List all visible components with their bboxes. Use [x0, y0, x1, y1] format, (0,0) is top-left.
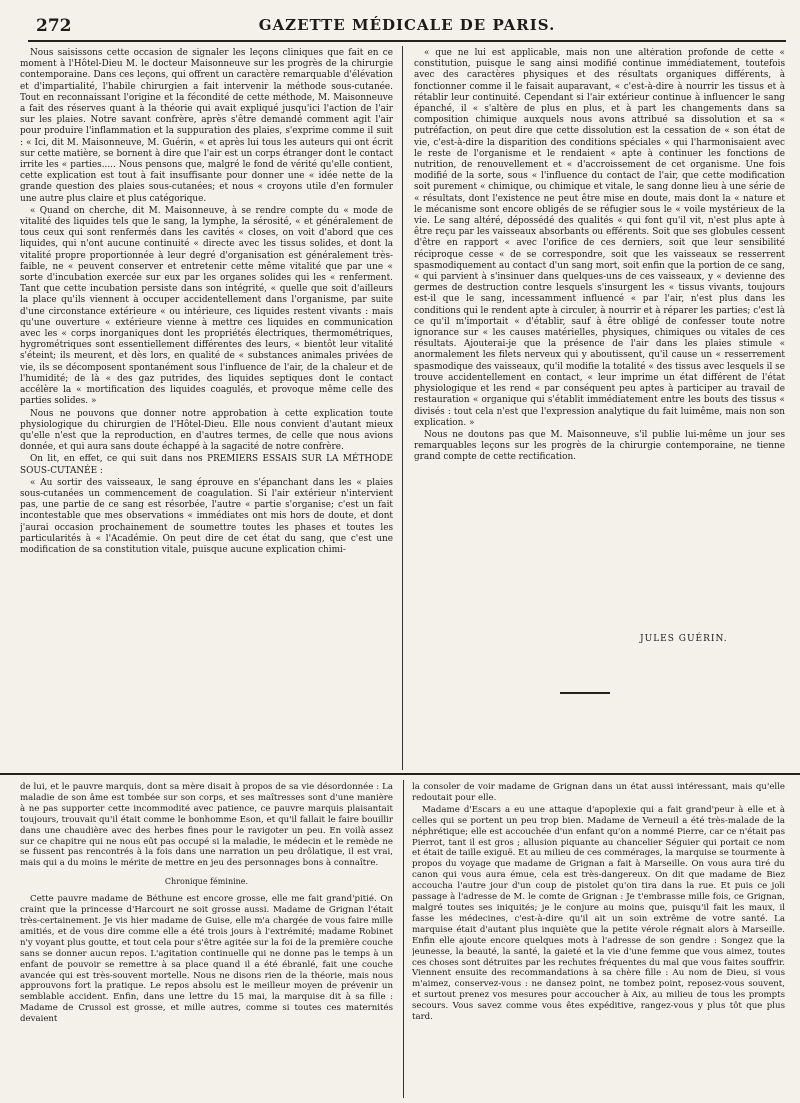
article-column-left — [20, 48, 393, 766]
journal-title: GAZETTE MÉDICALE DE PARIS. — [258, 16, 556, 34]
article-paragraph: « Au sortir des vaisseaux, le sang éprouve en s'épanchant dans les « plaies sous-cutanées un commencement de coagulation. Si l'air extérieur n'intervient pas, une partie de ce sang est résorbée, l'autre « partie s'organise; c'est un fait incontestable que mes observations « immédiates ont mis hors de doute, et dont j'aurai occasion prochainement de soumettre toutes les phases et toutes les particularités à « l'Académie. On peut dire de cet état du sang, que c'est une modification de sa constitution vitale, puisque aucune explication chimi- — [20, 477, 393, 555]
column-divider — [402, 46, 403, 770]
feuilleton-paragraph: la consoler de voir madame de Grignan dans un état aussi intéressant, mais qu'elle redoutait pour elle. — [412, 782, 785, 803]
article-paragraph: Nous ne pouvons que donner notre approbation à cette explication toute physiologique du chirurgien de l'Hôtel-Dieu. Elle nous convient d'autant mieux qu'elle n'est que la reproduction, en d'autres termes, de celle que nous avions donnée, et qui aura sans doute échappé à la sagacité de notre confrère. — [20, 408, 393, 453]
feuilleton-rule — [0, 773, 800, 775]
page-number: 272 — [36, 16, 72, 36]
author-signature: JULES GUÉRIN. — [640, 634, 728, 644]
feuilleton-paragraph: de lui, et le pauvre marquis, dont sa mère disait à propos de sa vie désordonnée : La maladie de son âme est tombée sur son corps, et ses maîtresses sont d'une manière à ne pas supporter cette incommodité avec patience, ce pauvre marquis plaisantait toujours, trouvait qu'il était comme le bonhomme Eson, et qu'il fallait le faire bouillir dans une chaudière avec des herbes fines pour le ravigoter un peu. En voilà assez sur ce chapitre qui ne nous eût pas occupé si la maladie, le médecin et le remède ne se fussent pas rencontrés à la fois dans une narration un peu drôlatique, il est vrai, mais qui a du moins le mérite de mettre en jeu des personnages bons à connaître. — [20, 782, 393, 869]
feuilleton-paragraph: Cette pauvre madame de Béthune est encore grosse, elle me fait grand'pitié. On craint que la princesse d'Harcourt ne soit grosse aussi. Madame de Grignan l'était très-certainement. Je vis hier madame de Guise, elle m'a chargée de vous faire mille amitiés, et de vous dire comme elle a été trois jours à l'extrémité; madame Robinet n'y voyant plus goutte, et tout cela pour s'être agitée sur la foi de la première couche sans se donner aucun repos. L'agitation continuelle qui ne donne pas le temps à un enfant de pouvoir se remettre à sa place quand il a été ébranlé, fait une couche avancée qui est très-souvent mortelle. Nous ne disons rien de la théorie, mais nous approuvons fort la pratique. Le repos absolu est le meilleur moyen de prévenir un semblable accident. Enfin, dans une lettre du 15 mai, la marquise dit à sa fille : Madame de Crussol est grosse, et mille autres, comme si toutes ces maternités devaient — [20, 894, 393, 1025]
section-heading: Chronique féminine. — [164, 877, 249, 887]
feuilleton-column-left — [20, 782, 393, 1094]
feuilleton-paragraph: Madame d'Escars a eu une attaque d'apoplexie qui a fait grand'peur à elle et à celles qui se portent un peu trop bien. Madame de Verneuil a été très-malade de la néphrétique; elle est accouchée d'un enfant qu'on a nommé Pierre, car ce n'était pas Pierrot, tant il est gros ; allusion piquante au chancelier Séguier qui portait ce nom et était de taille exiguë. Et au milieu de ces commérages, la marquise se tourmente à propos du voyage que madame de Grignan a fait à Marseille. On vous aura tiré du canon qui vous aura émue, cela est très-dangereux. On dit que madame de Biez accoucha l'autre jour d'un coup de pistolet qu'on tira dans la rue. Et puis ce joli passage à l'adresse de M. le comte de Grignan : Je t'embrasse mille fois, ce Grignan, malgré toutes ses iniquités; je le conjure au moins que, puisqu'il fait les maux, il fasse les médecines, c'est-à-dire qu'il ait un soin extrême de votre santé. La marquise était d'autant plus inquiète que la petite vérole régnait alors à Marseille. Enfin elle ajoute encore quelques mots à l'adresse de son gendre : Songez que la jeunesse, la beauté, la santé, la gaieté et la vie d'une femme que vous aimez, toutes ces choses sont détruites par les rechutes fréquentes du mal que vous faites souffrir. Viennent ensuite des recommandations à sa chère fille : Au nom de Dieu, si vous m'aimez, conservez-vous : ne dansez point, ne tombez point, reposez-vous souvent, et surtout prenez vos mesures pour accoucher à Aix, au milieu de tous les prompts secours. Vous savez comme vous êtes expéditive, rangez-vous y plus tôt que plus tard. — [412, 804, 785, 1023]
article-paragraph: « que ne lui est applicable, mais non une altération profonde de cette « constitution, puisque le sang ainsi modifié continue immédiatement, toutefois avec des caractères physiques et des résultats organiques différents, à fonctionner comme il le faisait auparavant, « c'est-à-dire à nourrir les tissus et à rétablir leur continuité. Cependant si l'air extérieur continue à influencer le sang épanché, il « s'altère de plus en plus, et à part les changements dans sa composition chimique auxquels nous avons attribué sa dissolution et sa « putréfaction, on peut dire que cette dissolution est la cessation de « son état de vie, c'est-à-dire la disparition des conditions spéciales « qui l'harmonisaient avec le reste de l'organisme et le rendaient « apte à continuer les fonctions de nutrition, de renouvellement et « d'accroissement de cet organisme. Une fois modifié de la sorte, sous « l'influence du contact de l'air, que cette modification soit purement « chimique, ou chimique et vitale, le sang donne lieu à une série de « résultats, dont l'existence ne peut être mise en doute, mais dont la « nature et le mécanisme sont encore obligés de se réfugier sous le « voile mystérieux de la vie. Le sang altéré, dépossédé des qualités « qui font qu'il vit, n'est plus apte à être reçu par les vaisseaux absorbants ou efférents. Soit que ses globules cessent d'être en rapport « avec l'orifice de ces derniers, soit que leur sensibilité réciproque cesse « de se correspondre, soit que les vaisseaux se resserrent spasmodiquement au contact d'un sang mort, soit enfin que la portion de ce sang, « qui parvient à s'insinuer dans quelques-uns de ces vaisseaux, y « devienne des germes de destruction contre lesquels s'insurgent les « tissus vivants, toujours est-il que le sang, incessamment influencé « par l'air, n'est plus dans les conditions qui le rendent apte à circuler, à nourrir et à réparer les parties; c'est là ce qu'il m'importait « d'établir, sauf à être obligé de confesser toute notre ignorance sur « les causes matérielles, physiques, chimiques ou vitales de ces résultats. Ajouterai-je que la présence de l'air dans les plaies stimule « anormalement les filets nerveux qui y aboutissent, qu'il cause un « resserrement spasmodique des vaisseaux, qu'il modifie la totalité « des tissus avec lesquels il se trouve accidentellement en contact, « leur imprime un état différent de l'état physiologique et les rend « par conséquent peu aptes à participer au travail de restauration « organique qui s'établit immédiatement entre les bouts des tissus « divisés : tout cela n'est que l'expression analytique du fait luimême, mais non son explication. » — [414, 48, 785, 428]
header-rule — [28, 40, 786, 42]
article-paragraph: Nous saisissons cette occasion de signaler les leçons cliniques que fait en ce moment à l'Hôtel-Dieu M. le docteur Maisonneuve sur les progrès de la chirurgie contemporaine. Dans ces leçons, qui offrent un caractère remarquable d'élévation et d'impartialité, l'habile chirurgien a fait intervenir la méthode sous-cutanée. Tout en reconnaissant l'origine et la fécondité de cette méthode, M. Maisonneuve a fait des réserves quant à la théorie qui avait expliqué jusqu'ici l'action de l'air sur les plaies. Notre savant confrère, après s'être demandé comment agit l'air pour produire l'inflammation et la suppuration des plaies, s'exprime comme il suit : « Ici, dit M. Maisonneuve, M. Guérin, « et après lui tous les auteurs qui ont écrit sur cette matière, se bornent à dire que l'air est un corps étranger dont le contact irrite les « parties..... Nous pensons que, malgré le fond de vérité qu'elle contient, cette explication est tout à fait insuffisante pour donner une « idée nette de la grande question des plaies sous-cutanées; et nous « croyons utile d'en formuler une autre plus claire et plus catégorique. — [20, 48, 393, 204]
column-divider — [403, 780, 404, 1098]
article-paragraph: « Quand on cherche, dit M. Maisonneuve, à se rendre compte du « mode de vitalité des liquides tels que le sang, la lymphe, la sérosité, « et généralement de tous ceux qui sont renfermés dans les cavités « closes, on voit d'abord que ces liquides, qui n'ont aucune continuité « directe avec les tissus solides, et dont la vitalité propre proportionnée à leur degré d'organisation est généralement très-faible, ne « peuvent conserver et entretenir cette même vitalité que par une « sorte d'incubation exercée sur eux par les organes solides qui les « renferment. Tant que cette incubation persiste dans son intégrité, « quelle que soit d'ailleurs la place qu'ils viennent à occuper accidentellement dans l'organisme, par suite d'une circonstance extérieure « ou intérieure, ces liquides restent vivants : mais qu'une ouverture « extérieure vienne à mettre ces liquides en communication avec les « corps inorganiques dont les propriétés électriques, thermométriques, hygrométriques sont essentiellement différentes des leurs, « bientôt leur vitalité s'éteint; ils meurent, et dès lors, en qualité de « substances animales privées de vie, ils se décomposent spontanément sous l'influence de l'air, de la chaleur et de l'humidité; de là « des gaz putrides, des liquides septiques dont le contact accélère la « mortification des liquides coagulés, et provoque même celle des parties solides. » — [20, 205, 393, 407]
article-end-rule — [560, 692, 610, 694]
feuilleton-column-right — [412, 782, 785, 1094]
article-paragraph: On lit, en effet, ce qui suit dans nos PREMIERS ESSAIS SUR LA MÉTHODE SOUS-CUTANÉE : — [20, 454, 393, 476]
article-paragraph: Nous ne doutons pas que M. Maisonneuve, s'il publie lui-même un jour ses remarquables leçons sur les progrès de la chirurgie contemporaine, ne tienne grand compte de cette rectification. — [414, 429, 785, 463]
page-header — [28, 6, 786, 36]
article-column-right — [414, 48, 785, 638]
